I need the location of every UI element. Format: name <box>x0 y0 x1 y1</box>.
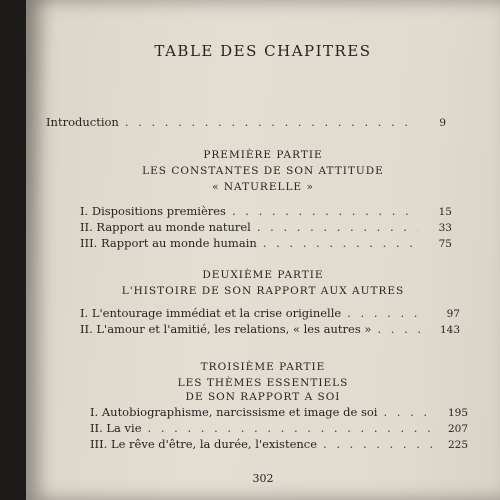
dot-leader <box>232 204 418 218</box>
part-subtitle: L'HISTOIRE DE SON RAPPORT AUX AUTRES <box>121 285 405 297</box>
toc-page-number: 15 <box>438 206 452 218</box>
toc-label: II. Rapport au monde naturel <box>80 220 251 234</box>
toc-page-number: 97 <box>446 308 460 320</box>
toc-label: II. L'amour et l'amitié, les relations, « les autres » <box>80 322 372 336</box>
dot-leader <box>148 421 434 435</box>
book-page <box>26 0 500 500</box>
toc-page-number: 225 <box>447 439 468 451</box>
toc-page-number: 75 <box>438 238 452 250</box>
page-number: 302 <box>252 472 274 485</box>
toc-row <box>90 405 468 419</box>
toc-label: II. La vie <box>90 421 142 435</box>
toc-label: III. Le rêve d'être, la durée, l'existence <box>90 437 318 451</box>
part-subtitle: « NATURELLE » <box>212 181 314 193</box>
toc-page-number: 195 <box>447 407 468 419</box>
toc-row <box>80 220 452 234</box>
toc-label: III. Rapport au monde humain <box>80 236 257 250</box>
toc-label: Introduction <box>46 115 119 129</box>
toc-row <box>90 437 468 451</box>
dot-leader <box>347 306 426 320</box>
dot-leader <box>377 322 426 336</box>
toc-row <box>80 306 460 320</box>
toc-page-number: 207 <box>447 423 468 435</box>
toc-label: I. Dispositions premières <box>80 204 226 218</box>
toc-row <box>80 204 452 218</box>
part-heading: TROISIÈME PARTIE <box>200 361 326 373</box>
toc-label: I. L'entourage immédiat et la crise originelle <box>80 306 342 320</box>
part-heading: PREMIÈRE PARTIE <box>203 149 323 161</box>
toc-row <box>90 421 468 435</box>
toc-row <box>80 236 452 250</box>
part-subtitle: DE SON RAPPORT A SOI <box>185 391 341 403</box>
part-heading: DEUXIÈME PARTIE <box>202 269 324 281</box>
part-subtitle: LES THÈMES ESSENTIELS <box>177 377 349 389</box>
dot-leader <box>125 115 412 129</box>
dot-leader <box>257 220 418 234</box>
toc-label: I. Autobiographisme, narcissisme et image de soi <box>90 405 378 419</box>
toc-row-introduction <box>46 115 446 129</box>
dot-leader <box>323 437 434 451</box>
part-subtitle: LES CONSTANTES DE SON ATTITUDE <box>142 165 384 177</box>
toc-page-number: 9 <box>439 117 446 129</box>
page-title: TABLE DES CHAPITRES <box>154 42 372 60</box>
dot-leader <box>263 236 418 250</box>
dot-leader <box>383 405 434 419</box>
toc-page-number: 143 <box>439 324 460 336</box>
toc-page-number: 33 <box>438 222 452 234</box>
toc-row <box>80 322 460 336</box>
